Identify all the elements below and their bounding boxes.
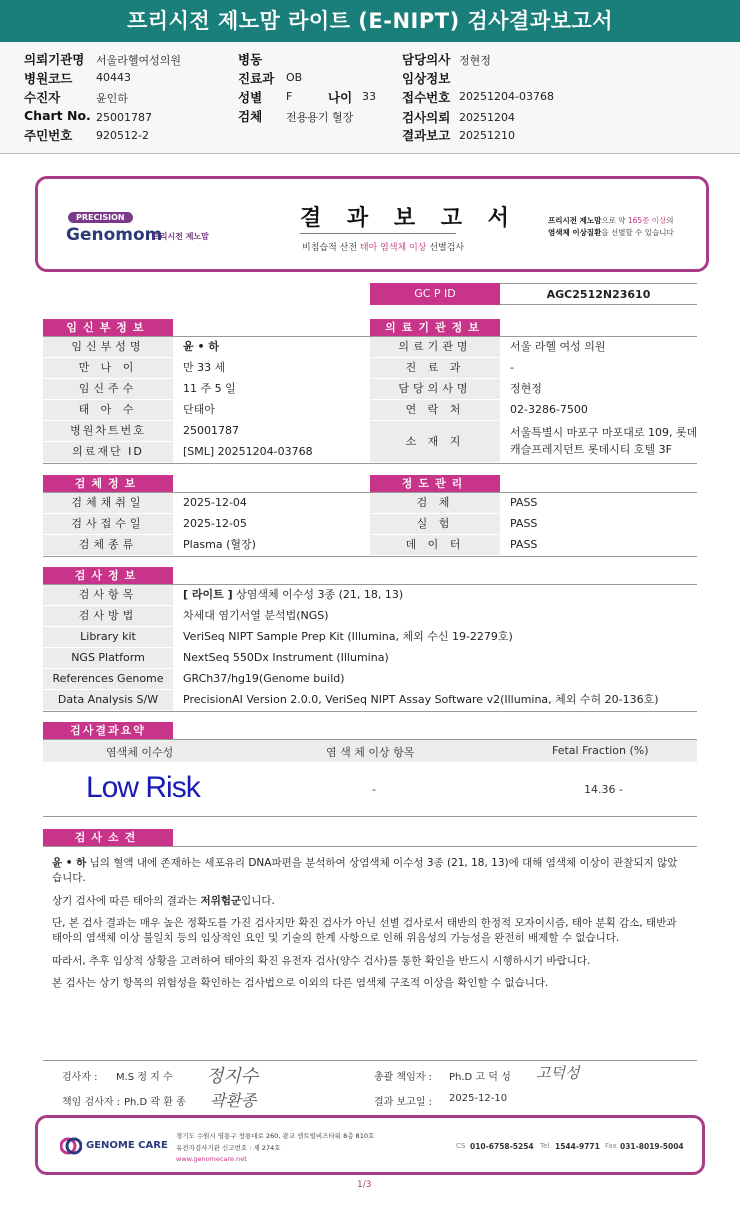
contact-label: 연 락 처 [370,400,500,420]
specimen-type-value: Plasma (혈장) [183,538,256,551]
reference-genome-value: GRCh37/hg19(Genome build) [183,672,345,685]
address-line2: 캐슬프레지던트 롯데시티 호텔 3F [510,443,672,456]
report-date-sig-label: 결과 보고일 : [374,1097,433,1108]
gc-pid-label: GC P ID [370,283,500,305]
age-label: 나이 [328,90,353,105]
accession-label: 접수번호 [402,90,451,105]
age-row-label: 만 나 이 [43,358,173,378]
tester-label: 검사자 : [62,1072,98,1083]
report-date-sig-value: 2025-12-10 [449,1093,508,1104]
address-label: 소 재 지 [370,421,500,462]
specimen-value: 전용용기 혈장 [286,111,354,124]
address-line1: 서울특별시 마포구 마포대로 109, 롯데 [510,426,698,439]
receipt-date-value: 2025-12-05 [183,517,247,530]
footer-card [35,1115,705,1175]
quality-control-header: 정도관리 [370,475,500,492]
qc-experiment-value: PASS [510,517,538,530]
findings-header: 검사소견 [43,829,173,846]
qc-specimen-label: 검 체 [370,493,500,513]
ngs-platform-value: NextSeq 550Dx Instrument (Illumina) [183,651,389,664]
library-kit-label: Library kit [43,627,173,647]
fetus-count-value: 단태아 [183,403,215,416]
collection-date-label: 검체채취일 [43,493,173,513]
specimen-label: 검체 [238,109,263,124]
page-number: 1/3 [357,1180,372,1190]
fetus-count-label: 태 아 수 [43,400,173,420]
pregnant-info-header: 임신부정보 [43,319,173,336]
specimen-info-header: 검체정보 [43,475,173,492]
fetal-fraction-col-header: Fetal Fraction (%) [552,744,649,757]
pregnant-name-label: 임신부성명 [43,337,173,357]
test-method-value: 차세대 염기서열 분석법(NGS) [183,609,329,622]
dept-value: - [510,361,514,374]
department-value: OB [286,71,303,84]
analysis-sw-value: PrecisionAI Version 2.0.0, VeriSeq NIPT Assay Software v2(Illumina, 체외 수허 20-136호) [183,693,659,706]
patient-info-band [0,42,740,154]
genome-care-logo-icon [60,1137,82,1155]
hospital-code-label: 병원코드 [24,71,73,86]
abnormal-value: - [372,783,376,796]
ngs-platform-label: NGS Platform [43,648,173,668]
qc-experiment-label: 실 험 [370,514,500,534]
referral-institution-value: 서울라헬여성의원 [96,54,182,67]
abnormal-col-header: 염 색 체 이상 항목 [326,746,415,759]
institution-name-label: 의료기관명 [370,337,500,357]
report-title: 프리시전 제노맘 라이트 (E-NIPT) 검사결과보고서 [127,9,613,33]
responsible-name: Ph.D 곽 환 종 [124,1097,186,1108]
foundation-id-label: 의료재단 ID [43,442,173,462]
findings-paragraph-4: 따라서, 추후 임상적 상황을 고려하여 태아의 확진 유전자 검사(양수 검사)를 통한 확인을 반드시 시행하시기 바랍니다. [52,955,591,967]
findings-paragraph-5: 본 검사는 상기 항목의 위험성을 확인하는 검사법으로 이외의 다른 염색체 구조적 이상을 확인할 수 없습니다. [52,977,549,989]
footer-address: 경기도 수원시 영통구 창룡대로 260, 광교 센트럴비즈타워 8층 810호 [176,1132,375,1140]
clinical-info-label: 임상정보 [402,71,451,86]
doctor-label: 담당의사 [402,52,451,67]
footer-url[interactable]: www.genomecare.net [176,1155,247,1163]
report-subtitle: 비침습적 산전 태아 염색체 이상 선별검사 [302,243,465,253]
genomom-logo: Genomom [66,225,163,245]
collection-date-value: 2025-12-04 [183,496,247,509]
chart-no-label: Chart No. [24,108,91,123]
patient-value: 윤인하 [96,92,128,105]
resident-no-value: 920512-2 [96,129,149,142]
hospital-code-value: 40443 [96,71,131,84]
contact-value: 02-3286-7500 [510,403,588,416]
findings-paragraph-3: 단, 본 검사 결과는 매우 높은 정확도를 가진 검사지만 확진 검사가 아닌 선별 검사로서 태반의 한정적 모자이시즘, 태아 분획 감소, 태반과 태아의 염색체 이상 불일치 등의 임상적인 요인 및 기술의 한계 사항으로 인해 위음성의 가능성을 완전히 배제할 수 없습니다. [52,917,677,944]
genomom-logo-sub: 프리시전 제노맘 [152,232,209,241]
qc-data-value: PASS [510,538,538,551]
institution-name-value: 서울 라헬 여성 의원 [510,340,606,353]
fetal-fraction-value: 14.36 - [584,783,623,796]
heading-underline [300,233,456,234]
genome-care-logo: GENOME CARE [86,1140,168,1151]
tel-number: 1544-9771 [555,1142,600,1151]
responsible-label: 책임 검사자 : [62,1097,121,1108]
resident-no-label: 주민번호 [24,128,73,143]
responsible-signature: 곽환종 [210,1091,257,1110]
low-risk-result: Low Risk [86,771,200,804]
qc-data-label: 데 이 터 [370,535,500,555]
tester-signature: 정지수 [206,1066,259,1087]
chart-no-value: 25001787 [96,111,152,124]
doctor-name-value: 정현정 [510,382,542,395]
findings-paragraph-1: 윤 • 하 님의 혈액 내에 존재하는 세포유리 DNA파편을 분석하여 상염색체 이수성 3종 (21, 18, 13)에 대해 염색체 이상이 관찰되지 않았 습니다. [52,857,678,884]
chief-signature: 고덕성 [536,1064,580,1082]
reference-genome-label: References Genome [43,669,173,689]
findings-paragraph-2: 상기 검사에 따른 태아의 결과는 저위험군입니다. [52,895,275,907]
test-info-header: 검사정보 [43,567,173,584]
gestation-label: 임신주수 [43,379,173,399]
tel-label: Tel [540,1142,550,1150]
cs-label: CS [456,1142,466,1150]
report-date-label: 결과보고 [402,128,451,143]
report-heading: 결 과 보 고 서 [300,206,518,231]
result-summary-header: 검사결과요약 [43,722,173,739]
fax-label: Fax [605,1142,617,1150]
analysis-sw-label: Data Analysis S/W [43,690,173,710]
dept-label: 진 료 과 [370,358,500,378]
chart-number-value: 25001787 [183,424,239,437]
aneuploidy-col-header: 염색체 이수성 [106,746,174,759]
doctor-value: 정현정 [459,54,491,67]
report-title-bar [0,0,740,42]
referral-institution-label: 의뢰기관명 [24,52,85,67]
qc-specimen-value: PASS [510,496,538,509]
pregnant-name-value: 윤 • 하 [183,340,219,353]
report-header-card [35,176,709,272]
foundation-id-value: [SML] 20251204-03768 [183,445,313,458]
institution-info-header: 의료기관정보 [370,319,500,336]
cs-number: 010-6758-5254 [470,1142,534,1151]
fax-number: 031-8019-5004 [620,1142,684,1151]
specimen-type-label: 검체종류 [43,535,173,555]
patient-label: 수진자 [24,90,61,105]
report-date-value: 20251210 [459,129,515,142]
gc-pid-value: AGC2512N23610 [500,283,697,305]
test-item-label: 검사항목 [43,585,173,605]
sex-label: 성별 [238,90,263,105]
doctor-name-label: 담당의사명 [370,379,500,399]
receipt-date-label: 검사접수일 [43,514,173,534]
sex-value: F [286,90,293,103]
age-row-value: 만 33 세 [183,361,226,374]
ward-label: 병동 [238,52,263,67]
accession-value: 20251204-03768 [459,90,554,103]
request-date-value: 20251204 [459,111,515,124]
chart-number-label: 병원차트번호 [43,421,173,441]
request-date-label: 검사의뢰 [402,110,451,125]
library-kit-value: VeriSeq NIPT Sample Prep Kit (Illumina, 체외 수신 19-2279호) [183,630,513,643]
test-method-label: 검사방법 [43,606,173,626]
department-label: 진료과 [238,71,275,86]
chief-name: Ph.D 고 덕 성 [449,1072,511,1083]
tester-name: M.S 정 지 수 [116,1072,173,1083]
header-tagline: 프리시전 제노맘으로 약 165종 이상의 염색체 이상질환을 선별할 수 있습니다 [548,216,674,237]
precision-badge: PRECISION [68,212,133,223]
gestation-value: 11 주 5 일 [183,382,236,395]
footer-license: 유전자검사기관 신고번호 : 제 274호 [176,1144,281,1152]
age-value: 33 [362,90,376,103]
chief-label: 총괄 책임자 : [374,1072,433,1083]
test-item-value: [ 라이트 ] 상염색체 이수성 3종 (21, 18, 13) [183,588,404,601]
